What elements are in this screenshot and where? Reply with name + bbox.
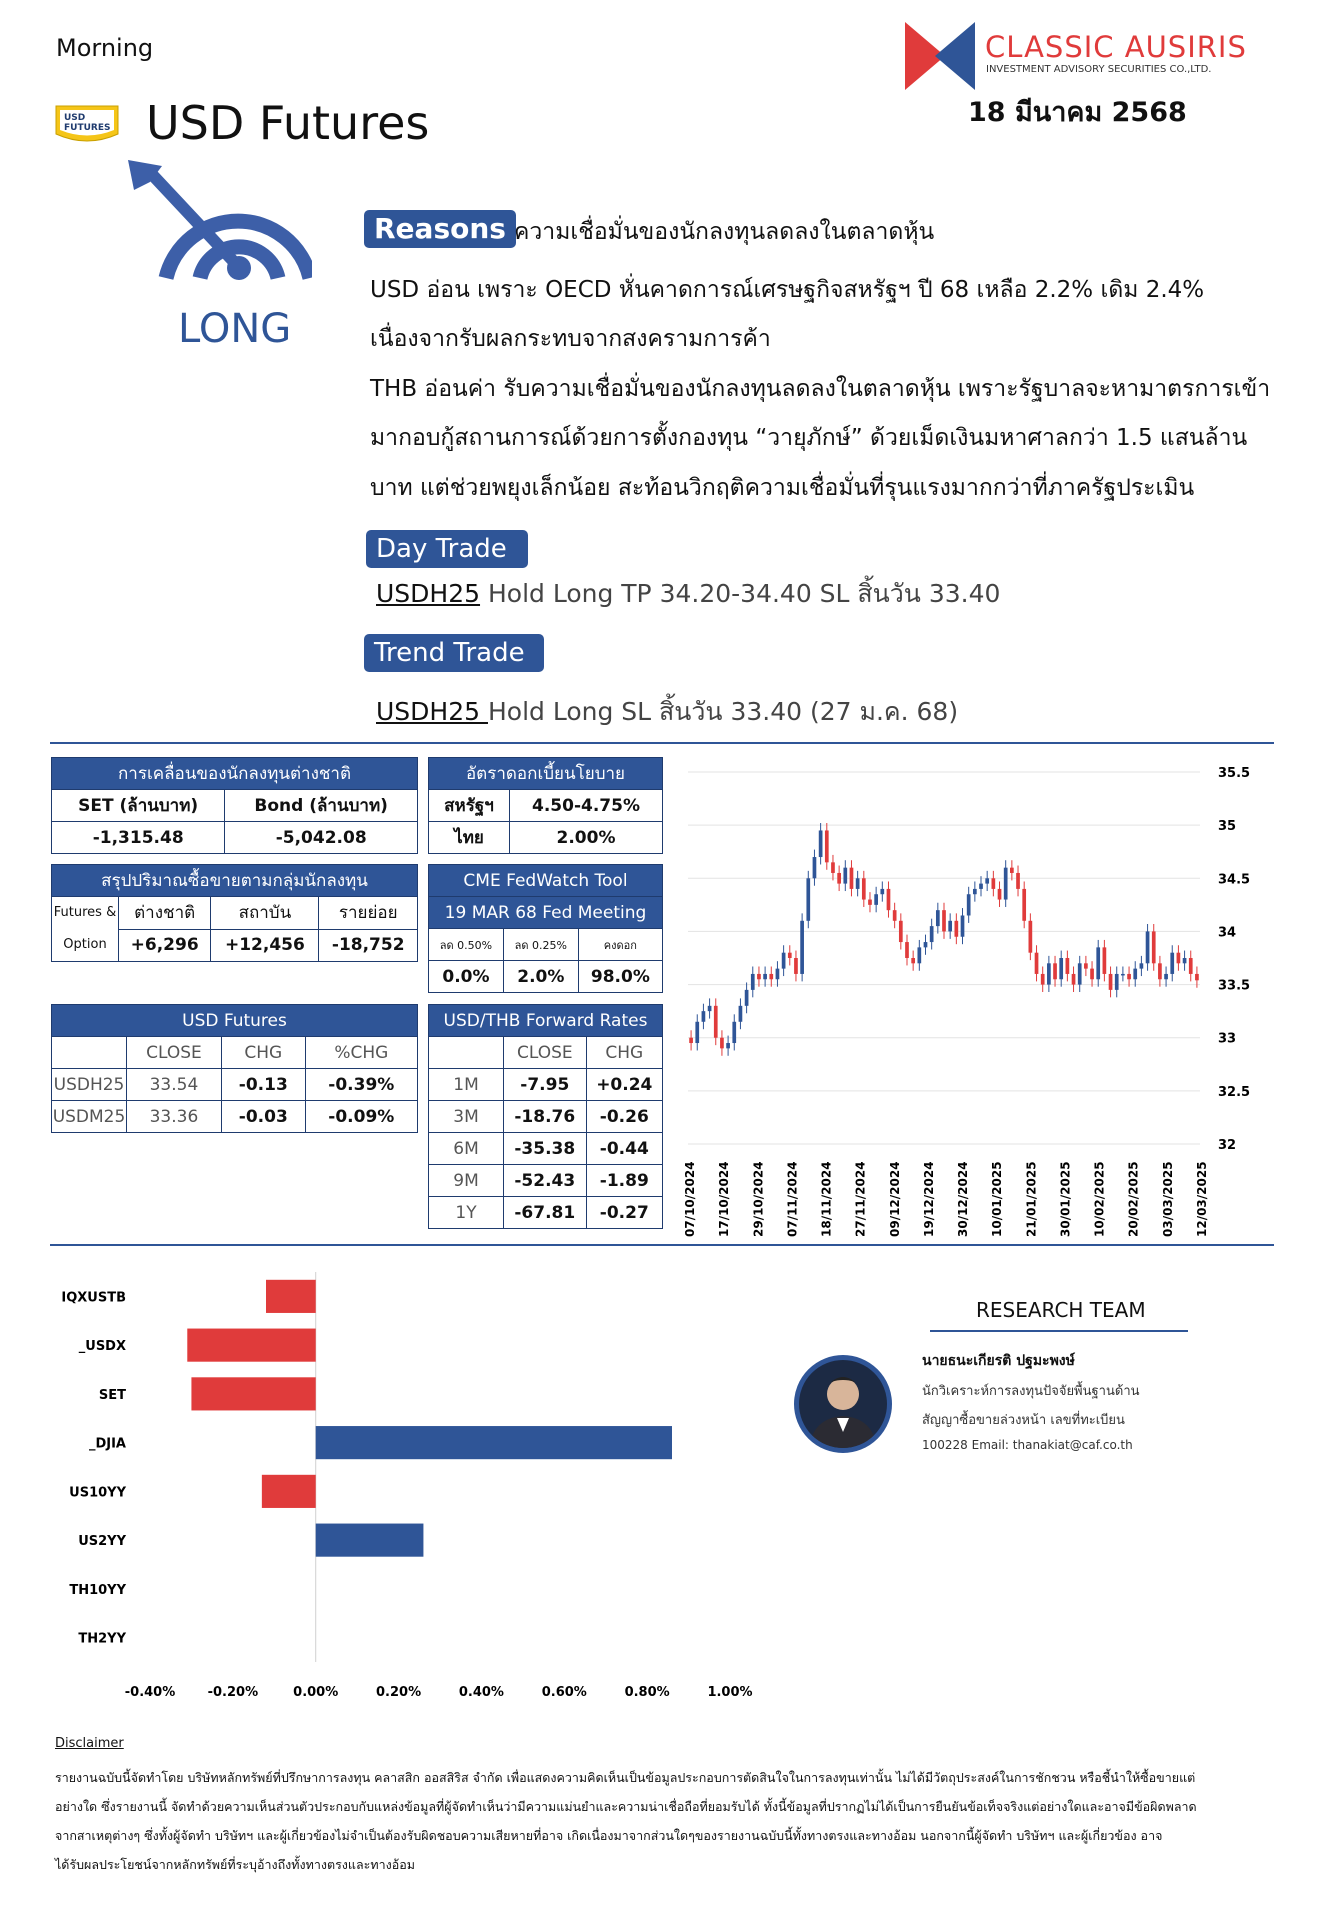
y-tick-label: 32 xyxy=(1218,1138,1237,1153)
x-tick-label: 0.00% xyxy=(293,1685,339,1700)
trend-trade-symbol: USDH25 xyxy=(376,697,488,726)
candle xyxy=(1164,974,1168,979)
table-row xyxy=(429,1101,663,1133)
candle xyxy=(850,868,854,889)
x-tick-label: 18/11/2024 xyxy=(819,1161,834,1237)
candle xyxy=(1170,953,1174,974)
candle xyxy=(720,1038,724,1049)
candle xyxy=(739,1006,743,1022)
market-change-bar-chart xyxy=(40,1262,760,1722)
candle xyxy=(695,1022,699,1043)
candle xyxy=(837,873,841,884)
candle xyxy=(1158,963,1162,979)
candle xyxy=(1115,974,1119,990)
reasons-headline: ความเชื่อมั่นของนักลงทุนลดลงในตลาดหุ้น xyxy=(514,219,935,245)
investor-col-foreign: ต่างชาติ xyxy=(119,897,211,930)
forward-chg: -0.44 xyxy=(586,1133,662,1165)
forward-tenor: 6M xyxy=(429,1133,504,1165)
day-trade-text: Hold Long TP 34.20-34.40 SL สิ้นวัน 33.40 xyxy=(480,579,1001,608)
forward-close: -67.81 xyxy=(504,1197,587,1229)
usd-futures-col-chg: CHG xyxy=(221,1037,305,1069)
candle xyxy=(961,915,965,936)
category-label: _USDX xyxy=(78,1339,126,1355)
category-label: TH2YY xyxy=(78,1631,126,1647)
candle xyxy=(1177,953,1181,964)
candle xyxy=(880,889,884,894)
usd-futures-col-close: CLOSE xyxy=(127,1037,222,1069)
category-label: _DJIA xyxy=(88,1436,126,1452)
candle xyxy=(1189,958,1193,974)
x-tick-label: 27/11/2024 xyxy=(853,1161,868,1237)
fedwatch-col-cut50: ลด 0.50% xyxy=(429,929,504,961)
usd-futures-chg: -0.13 xyxy=(221,1069,305,1101)
x-tick-label: 0.80% xyxy=(624,1685,670,1700)
usd-futures-logo-text: USD FUTURES xyxy=(64,113,111,133)
policy-rate-country: ไทย xyxy=(429,822,510,854)
candle xyxy=(862,878,866,899)
fedwatch-cut25-value: 2.0% xyxy=(503,961,578,993)
disclaimer-line: จากสาเหตุต่างๆ ซึ่งทั้งผู้จัดทำ บริษัทฯ และผู้เกี่ยวข้องไม่จำเป็นต้องรับผิดชอบความเสียหายที่อาจ เกิดเนื่องมาจากส่วนใดๆของรายงานฉบับนี้ทั้งทางตรงและทางอ้อม นอกจากนี้ผู้จัดทำ บริษัทฯ และผู้เกี่ยวข้อง อาจ xyxy=(55,1828,1163,1843)
day-trade-chip: Day Trade xyxy=(366,530,528,568)
foreign-flow-set-value: -1,315.48 xyxy=(52,822,225,854)
reason-line-1: USD อ่อน เพราะ OECD หั่นคาดการณ์เศรษฐกิจสหรัฐฯ ปี 68 เหลือ 2.2% เดิม 2.4% xyxy=(370,277,1205,303)
reasons-chip: Reasons xyxy=(364,210,516,248)
analyst-contact: 100228 Email: thanakiat@caf.co.th xyxy=(922,1438,1133,1452)
candle xyxy=(726,1043,730,1048)
candle xyxy=(1195,974,1199,980)
table-row xyxy=(52,1101,418,1133)
candle xyxy=(1072,974,1076,985)
x-tick-label: 19/12/2024 xyxy=(921,1161,936,1237)
fedwatch-col-cut25: ลด 0.25% xyxy=(503,929,578,961)
table-row xyxy=(429,1165,663,1197)
candle xyxy=(887,889,891,910)
x-tick-label: -0.20% xyxy=(207,1685,259,1700)
candle xyxy=(911,958,915,963)
usd-futures-col-pctchg: %CHG xyxy=(305,1037,417,1069)
candle xyxy=(794,958,798,974)
y-tick-label: 33.5 xyxy=(1218,978,1251,994)
candle xyxy=(1103,947,1107,974)
foreign-flow-bond-value: -5,042.08 xyxy=(225,822,418,854)
forward-close: -35.38 xyxy=(504,1133,587,1165)
foreign-flow-table xyxy=(51,757,418,854)
disclaimer-line: รายงานฉบับนี้จัดทำโดย บริษัทหลักทรัพย์ที่ปรึกษาการลงทุน คลาสสิก ออสสิริส จำกัด เพื่อแสดงความคิดเห็นเป็นข้อมูลประกอบการตัดสินใจในการลงทุนเท่านั้น ไม่ได้มีวัตถุประสงค์ในการชักชวน หรือชี้นำให้ซื้อขายแต่ xyxy=(55,1770,1196,1785)
forward-close: -52.43 xyxy=(504,1165,587,1197)
policy-rate-title: อัตราดอกเบี้ยนโยบาย xyxy=(429,758,663,790)
candle xyxy=(930,926,934,942)
x-tick-label: 10/01/2025 xyxy=(990,1161,1005,1237)
forward-close: -7.95 xyxy=(504,1069,587,1101)
foreign-flow-title: การเคลื่อนของนักลงทุนต่างชาติ xyxy=(52,758,418,790)
candle xyxy=(819,830,823,857)
candle xyxy=(1109,974,1113,990)
candle xyxy=(714,1006,718,1038)
forward-tenor: 1Y xyxy=(429,1197,504,1229)
disclaimer-line: ได้รับผลประโยชน์จากหลักทรัพย์ที่ระบุอ้างถึงทั้งทางตรงและทางอ้อม xyxy=(55,1857,415,1872)
candle xyxy=(1127,974,1131,979)
divider-mid xyxy=(50,1244,1274,1246)
candle xyxy=(1035,953,1039,974)
candle xyxy=(1078,963,1082,984)
usd-futures-close: 33.54 xyxy=(127,1069,222,1101)
candle xyxy=(948,921,952,932)
trend-trade-text: Hold Long SL สิ้นวัน 33.40 (27 ม.ค. 68) xyxy=(487,697,959,726)
research-team-title: RESEARCH TEAM xyxy=(976,1298,1146,1322)
candle xyxy=(800,921,804,974)
investor-summary-row-label-1: Futures & xyxy=(53,905,117,920)
target-icon xyxy=(128,160,312,280)
x-tick-label: 0.60% xyxy=(541,1685,587,1700)
usd-futures-symbol: USDM25 xyxy=(52,1101,127,1133)
table-row xyxy=(429,1133,663,1165)
forward-col-close: CLOSE xyxy=(504,1037,587,1069)
x-tick-label: 07/10/2024 xyxy=(683,1161,697,1237)
forward-rates-title: USD/THB Forward Rates xyxy=(429,1005,663,1037)
fedwatch-title: CME FedWatch Tool xyxy=(429,865,663,897)
candle xyxy=(954,921,958,937)
category-label: TH10YY xyxy=(69,1582,126,1598)
policy-rate-value: 4.50-4.75% xyxy=(510,790,663,822)
forward-tenor: 1M xyxy=(429,1069,504,1101)
candle xyxy=(702,1011,706,1022)
candle xyxy=(967,894,971,915)
candle xyxy=(831,862,835,873)
company-logo-mark xyxy=(905,22,975,90)
analyst-role: นักวิเคราะห์การลงทุนปัจจัยพื้นฐานด้าน xyxy=(922,1384,1140,1399)
candle xyxy=(1152,931,1156,963)
x-tick-label: 21/01/2025 xyxy=(1024,1161,1039,1237)
investor-summary-table xyxy=(51,864,418,962)
usdthb-candlestick-chart xyxy=(680,752,1280,1242)
candle xyxy=(1183,958,1187,963)
usd-futures-logo xyxy=(54,104,120,146)
candle xyxy=(1090,969,1094,980)
x-tick-label: 12/03/2025 xyxy=(1195,1161,1209,1237)
candle xyxy=(917,947,921,963)
forward-rates-table xyxy=(428,1004,663,1229)
candle xyxy=(763,974,767,979)
usd-futures-pctchg: -0.09% xyxy=(305,1101,417,1133)
foreign-flow-col-set: SET (ล้านบาท) xyxy=(52,790,225,822)
candle xyxy=(1041,974,1045,985)
disclaimer-title: Disclaimer xyxy=(55,1736,124,1751)
candle xyxy=(1047,963,1051,984)
bar xyxy=(266,1280,316,1313)
candle xyxy=(942,910,946,931)
candle xyxy=(1096,947,1100,979)
candle xyxy=(905,942,909,958)
candle xyxy=(1084,963,1088,968)
candle xyxy=(757,974,761,979)
candle xyxy=(1053,963,1057,979)
candle xyxy=(843,868,847,884)
candle xyxy=(1016,873,1020,889)
investor-summary-row-label xyxy=(52,897,119,962)
fedwatch-col-hold: คงดอก xyxy=(578,929,662,961)
reason-line-5: บาท แต่ช่วยพยุงเล็กน้อย สะท้อนวิกฤติความเชื่อมั่นที่รุนแรงมากกว่าที่ภาครัฐประเมิน xyxy=(370,475,1195,501)
forward-close: -18.76 xyxy=(504,1101,587,1133)
investor-institution-value: +12,456 xyxy=(211,929,319,962)
candle xyxy=(732,1022,736,1043)
x-tick-label: 20/02/2025 xyxy=(1126,1161,1141,1237)
candle xyxy=(1140,963,1144,968)
category-label: SET xyxy=(98,1387,126,1403)
candle xyxy=(1121,974,1125,976)
y-tick-label: 35 xyxy=(1218,819,1237,835)
report-date: 18 มีนาคม 2568 xyxy=(968,97,1187,128)
candle xyxy=(1004,868,1008,900)
x-tick-label: 1.00% xyxy=(707,1685,753,1700)
investor-summary-title: สรุปปริมาณซื้อขายตามกลุ่มนักลงทุน xyxy=(52,865,418,897)
policy-rate-country: สหรัฐฯ xyxy=(429,790,510,822)
company-name: CLASSIC AUSIRIS xyxy=(985,30,1247,64)
investor-foreign-value: +6,296 xyxy=(119,929,211,962)
usd-futures-table-title: USD Futures xyxy=(52,1005,418,1037)
candle xyxy=(924,942,928,947)
usd-futures-pctchg: -0.39% xyxy=(305,1069,417,1101)
policy-rate-value: 2.00% xyxy=(510,822,663,854)
divider-top xyxy=(50,742,1274,744)
x-tick-label: 30/12/2024 xyxy=(956,1161,971,1237)
candle xyxy=(813,857,817,878)
x-tick-label: 17/10/2024 xyxy=(717,1161,732,1237)
bar xyxy=(191,1377,315,1410)
bar xyxy=(316,1524,424,1557)
table-row xyxy=(52,1069,418,1101)
fedwatch-cut50-value: 0.0% xyxy=(429,961,504,993)
forward-chg: -1.89 xyxy=(586,1165,662,1197)
x-tick-label: 03/03/2025 xyxy=(1160,1161,1175,1237)
usd-futures-chg: -0.03 xyxy=(221,1101,305,1133)
analyst-name: นายธนะเกียรติ ปฐมะพงษ์ xyxy=(922,1353,1075,1369)
fedwatch-table xyxy=(428,864,663,993)
candle xyxy=(899,921,903,942)
forward-chg: -0.26 xyxy=(586,1101,662,1133)
usd-futures-symbol: USDH25 xyxy=(52,1069,127,1101)
candle xyxy=(1022,889,1026,921)
candle xyxy=(856,878,860,889)
candle xyxy=(689,1038,693,1043)
candle xyxy=(745,990,749,1006)
y-tick-label: 33 xyxy=(1218,1031,1237,1047)
analyst-avatar xyxy=(794,1355,892,1453)
candle xyxy=(708,1006,712,1011)
x-tick-label: 09/12/2024 xyxy=(887,1161,902,1237)
bar xyxy=(262,1475,316,1508)
candle xyxy=(868,900,872,905)
session-label: Morning xyxy=(56,34,154,62)
y-tick-label: 32.5 xyxy=(1218,1084,1251,1100)
candle xyxy=(979,884,983,889)
candle xyxy=(973,889,977,894)
forward-tenor: 3M xyxy=(429,1101,504,1133)
candle xyxy=(776,969,780,980)
candle xyxy=(985,878,989,883)
category-label: US2YY xyxy=(78,1534,126,1550)
forward-col-blank xyxy=(429,1037,504,1069)
policy-rate-table xyxy=(428,757,663,854)
forward-chg: -0.27 xyxy=(586,1197,662,1229)
candle xyxy=(1066,958,1070,974)
candle xyxy=(788,953,792,958)
investor-summary-row-label-2: Option xyxy=(63,937,107,952)
x-tick-label: 0.20% xyxy=(376,1685,422,1700)
analyst-license: สัญญาซื้อขายล่วงหน้า เลขที่ทะเบียน xyxy=(922,1413,1125,1428)
reason-line-4: มากอบกู้สถานการณ์ด้วยการตั้งกองทุน “วายุภักษ์” ด้วยเม็ดเงินมหาศาลกว่า 1.5 แสนล้าน xyxy=(370,425,1248,451)
candle xyxy=(998,889,1002,900)
y-tick-label: 34.5 xyxy=(1218,872,1251,888)
candle xyxy=(1146,931,1150,963)
disclaimer-line: อย่างใด ซึ่งรายงานนี้ จัดทำด้วยความเห็นส่วนตัวประกอบกับแหล่งข้อมูลที่ผู้จัดทำเห็นว่ามีความแม่นยำและความน่าเชื่อถือที่ยอมรับได้ ทั้งนี้ข้อมูลที่ปรากฏไม่ได้เป็นการยืนยันข้อเท็จจริงแต่อย่างใดและอาจมีข้อผิดพลาด xyxy=(55,1799,1197,1814)
y-tick-label: 34 xyxy=(1218,925,1237,941)
investor-retail-value: -18,752 xyxy=(319,929,418,962)
reason-line-2: เนื่องจากรับผลกระทบจากสงครามการค้า xyxy=(370,326,771,352)
candle xyxy=(825,830,829,862)
investor-col-retail: รายย่อย xyxy=(319,897,418,930)
candle xyxy=(991,878,995,889)
x-tick-label: 07/11/2024 xyxy=(785,1161,800,1237)
usd-futures-close: 33.36 xyxy=(127,1101,222,1133)
x-tick-label: 30/01/2025 xyxy=(1058,1161,1073,1237)
trend-trade-chip: Trend Trade xyxy=(364,634,544,672)
candle xyxy=(936,910,940,926)
page-title: USD Futures xyxy=(146,96,430,150)
day-trade-symbol: USDH25 xyxy=(376,579,481,608)
x-tick-label: 10/02/2025 xyxy=(1092,1161,1107,1237)
research-team-underline xyxy=(930,1330,1188,1332)
trend-trade-line xyxy=(376,692,958,732)
candle xyxy=(1059,958,1063,979)
forward-tenor: 9M xyxy=(429,1165,504,1197)
fedwatch-meeting: 19 MAR 68 Fed Meeting xyxy=(429,897,663,929)
bar xyxy=(316,1426,672,1459)
category-label: IQXUSTB xyxy=(61,1290,126,1306)
signal-label: LONG xyxy=(178,306,292,352)
candle xyxy=(782,953,786,969)
forward-chg: +0.24 xyxy=(586,1069,662,1101)
table-row xyxy=(429,1069,663,1101)
x-tick-label: -0.40% xyxy=(124,1685,176,1700)
forward-col-chg: CHG xyxy=(586,1037,662,1069)
fedwatch-hold-value: 98.0% xyxy=(578,961,662,993)
day-trade-line xyxy=(376,574,1000,614)
candle xyxy=(893,910,897,921)
category-label: US10YY xyxy=(69,1485,126,1501)
x-tick-label: 29/10/2024 xyxy=(751,1161,766,1237)
candle xyxy=(1010,868,1014,873)
disclaimer-body xyxy=(55,1763,1255,1879)
usd-futures-col-blank xyxy=(52,1037,127,1069)
bar xyxy=(187,1329,315,1362)
investor-col-institution: สถาบัน xyxy=(211,897,319,930)
candle xyxy=(874,894,878,905)
candle xyxy=(751,974,755,990)
table-row xyxy=(429,1197,663,1229)
foreign-flow-col-bond: Bond (ล้านบาท) xyxy=(225,790,418,822)
usd-futures-table xyxy=(51,1004,418,1133)
candle xyxy=(1029,921,1033,953)
candle xyxy=(1133,969,1137,980)
reason-line-3: THB อ่อนค่า รับความเชื่อมั่นของนักลงทุนลดลงในตลาดหุ้น เพราะรัฐบาลจะหามาตรการเข้า xyxy=(370,376,1271,402)
candle xyxy=(806,878,810,921)
company-subtitle: INVESTMENT ADVISORY SECURITIES CO.,LTD. xyxy=(986,64,1212,75)
x-tick-label: 0.40% xyxy=(458,1685,504,1700)
candle xyxy=(769,974,773,979)
y-tick-label: 35.5 xyxy=(1218,766,1251,781)
